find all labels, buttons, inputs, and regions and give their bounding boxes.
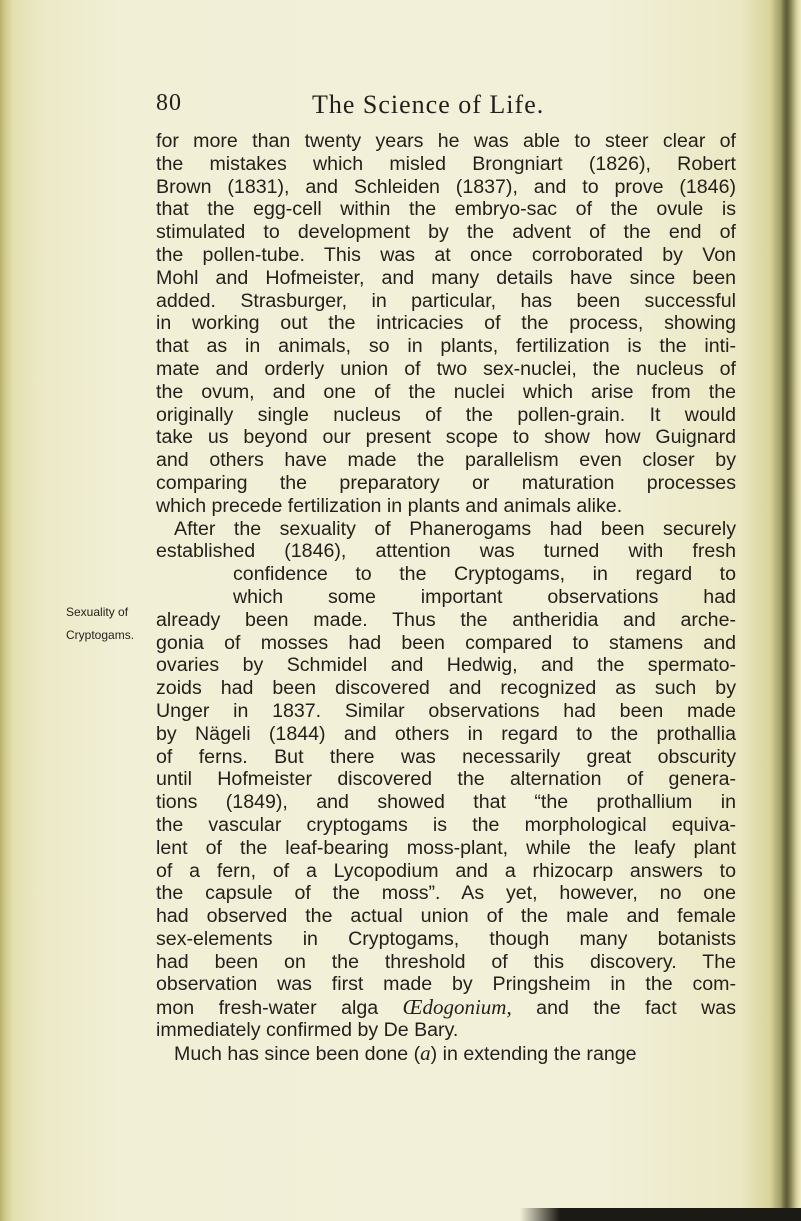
text-segment: Much has since been done ( bbox=[174, 1042, 421, 1065]
text-line: Brown (1831), and Schleiden (1837), and to prove (1846) bbox=[156, 175, 736, 198]
book-binding-shadow bbox=[781, 0, 801, 1221]
body-text bbox=[156, 130, 736, 1065]
text-line: originally single nucleus of the pollen-grain. It would bbox=[156, 403, 736, 426]
text-line: had been on the threshold of this discovery. The bbox=[156, 950, 736, 973]
text-line bbox=[156, 1042, 736, 1065]
text-line: zoids had been discovered and recognized as such by bbox=[156, 677, 736, 700]
page-header bbox=[156, 90, 736, 122]
text-line: After the sexuality of Phanerogams had been securely bbox=[174, 517, 736, 540]
text-line: the vascular cryptogams is the morphological equiva- bbox=[156, 813, 736, 836]
text-segment: mon fresh-water alga bbox=[156, 997, 379, 1020]
text-line: added. Strasburger, in particular, has been successful bbox=[156, 289, 736, 312]
page-left-edge bbox=[0, 0, 12, 1221]
text-line: already been made. Thus the antheridia and arche- bbox=[156, 608, 736, 631]
text-line: observation was first made by Pringsheim in the com- bbox=[156, 973, 736, 996]
text-line: take us beyond our present scope to show how Guignard bbox=[156, 426, 736, 449]
running-title: The Science of Life. bbox=[312, 90, 545, 119]
text-line: had observed the actual union of the male and female bbox=[156, 905, 736, 928]
text-line: and others have made the parallelism even closer by bbox=[156, 449, 736, 472]
text-line: gonia of mosses had been compared to stamens and bbox=[156, 631, 736, 654]
text-line: comparing the preparatory or maturation processes bbox=[156, 471, 736, 494]
text-line bbox=[156, 996, 736, 1019]
text-line: the pollen-tube. This was at once corroborated by Von bbox=[156, 243, 736, 266]
text-line: immediately confirmed by De Bary. bbox=[156, 1019, 459, 1042]
text-line: stimulated to development by the advent of the end of bbox=[156, 221, 736, 244]
text-line: confidence to the Cryptogams, in regard to bbox=[233, 563, 736, 586]
text-line: Mohl and Hofmeister, and many details have since been bbox=[156, 266, 736, 289]
text-segment: ) in extending the range bbox=[430, 1042, 637, 1065]
italic-letter: a bbox=[420, 1041, 431, 1065]
page-number: 80 bbox=[156, 90, 182, 116]
text-line: the ovum, and one of the nuclei which arise from the bbox=[156, 380, 736, 403]
marginal-note-line-2: Cryptogams. bbox=[66, 628, 135, 642]
text-line: sex-elements in Cryptogams, though many botanists bbox=[156, 927, 736, 950]
text-line: until Hofmeister discovered the alternation of genera- bbox=[156, 768, 736, 791]
text-line: by Nägeli (1844) and others in regard to the prothallia bbox=[156, 722, 736, 745]
text-segment: and the fact was bbox=[511, 997, 736, 1020]
text-line: Unger in 1837. Similar observations had been made bbox=[156, 699, 736, 722]
marginal-note-line-1: Sexuality of bbox=[66, 605, 129, 619]
text-line: lent of the leaf-bearing moss-plant, while the leafy plant bbox=[156, 836, 736, 859]
text-line: the capsule of the moss”. As yet, however, no one bbox=[156, 882, 736, 905]
italic-term: Œdogonium, bbox=[402, 996, 512, 1020]
text-line: of ferns. But there was necessarily great obscurity bbox=[156, 745, 736, 768]
text-line: for more than twenty years he was able to steer clear of bbox=[156, 130, 736, 152]
text-line: that the egg-cell within the embryo-sac of the ovule is bbox=[156, 198, 736, 221]
text-line: established (1846), attention was turned with fresh bbox=[156, 540, 736, 563]
text-line: tions (1849), and showed that “the prothallium in bbox=[156, 791, 736, 814]
text-line: which precede fertilization in plants and animals alike. bbox=[156, 494, 623, 517]
text-line: ovaries by Schmidel and Hedwig, and the spermato- bbox=[156, 654, 736, 677]
text-line: the mistakes which misled Brongniart (1826), Robert bbox=[156, 152, 736, 175]
text-line: mate and orderly union of two sex-nuclei, the nucleus of bbox=[156, 357, 736, 380]
text-line: that as in animals, so in plants, fertilization is the inti- bbox=[156, 335, 736, 358]
text-line: of a fern, of a Lycopodium and a rhizocarp answers to bbox=[156, 859, 736, 882]
text-line: in working out the intricacies of the process, showing bbox=[156, 312, 736, 335]
text-line: which some important observations had bbox=[233, 585, 736, 608]
page-bottom-edge bbox=[520, 1208, 801, 1221]
